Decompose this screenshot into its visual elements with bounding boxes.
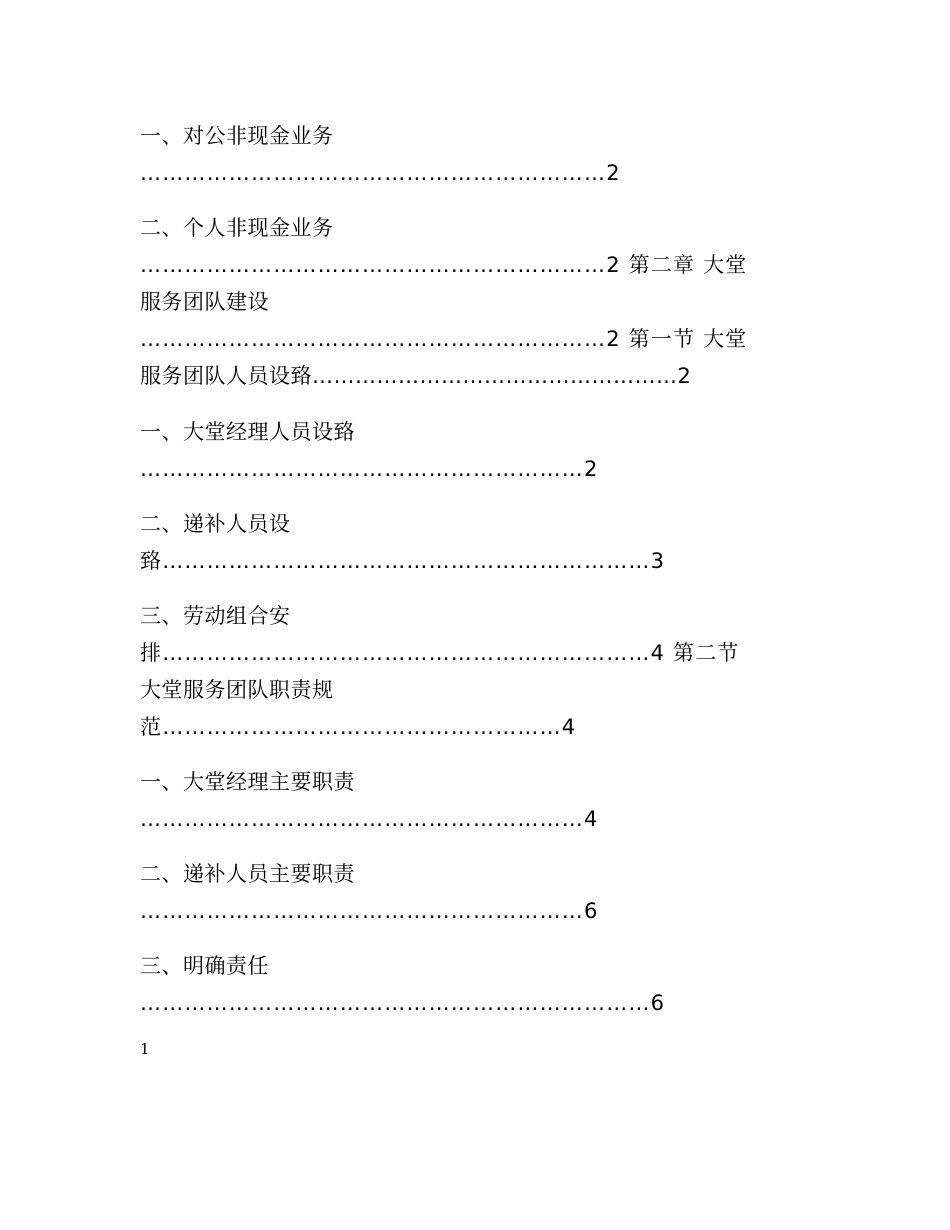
toc-leader-line: 范………………………………………………4 bbox=[140, 715, 577, 739]
toc-leader-line: ……………………………………………………2 bbox=[140, 457, 599, 481]
toc-leader-line: ……………………………………………………………6 bbox=[140, 991, 666, 1015]
toc-leader-line: 排…………………………………………………………4 第二节 bbox=[140, 641, 740, 665]
toc-heading: 一、大堂经理人员设臵 bbox=[140, 420, 355, 444]
toc-heading: 一、大堂经理主要职责 bbox=[140, 770, 355, 794]
toc-heading: 服务团队建设 bbox=[140, 290, 269, 314]
toc-leader-line: ……………………………………………………6 bbox=[140, 899, 599, 923]
toc-heading: 二、个人非现金业务 bbox=[140, 216, 334, 240]
toc-leader-line: ………………………………………………………2 第一节 大堂 bbox=[140, 327, 748, 351]
toc-heading: 三、劳动组合安 bbox=[140, 604, 291, 628]
toc-leader-line: ………………………………………………………2 bbox=[140, 161, 621, 185]
toc-heading: 二、递补人员设 bbox=[140, 512, 291, 536]
toc-heading: 二、递补人员主要职责 bbox=[140, 862, 355, 886]
toc-heading: 一、对公非现金业务 bbox=[140, 124, 334, 148]
page-number: 1 bbox=[140, 1040, 150, 1058]
toc-leader-line: ………………………………………………………2 第二章 大堂 bbox=[140, 253, 748, 277]
toc-heading: 服务团队人员设臵……………………………………………2 bbox=[140, 364, 692, 388]
toc-leader-line: 臵…………………………………………………………3 bbox=[140, 549, 666, 573]
toc-heading: 大堂服务团队职责规 bbox=[140, 678, 334, 702]
toc-heading: 三、明确责任 bbox=[140, 954, 269, 978]
toc-leader-line: ……………………………………………………4 bbox=[140, 807, 599, 831]
